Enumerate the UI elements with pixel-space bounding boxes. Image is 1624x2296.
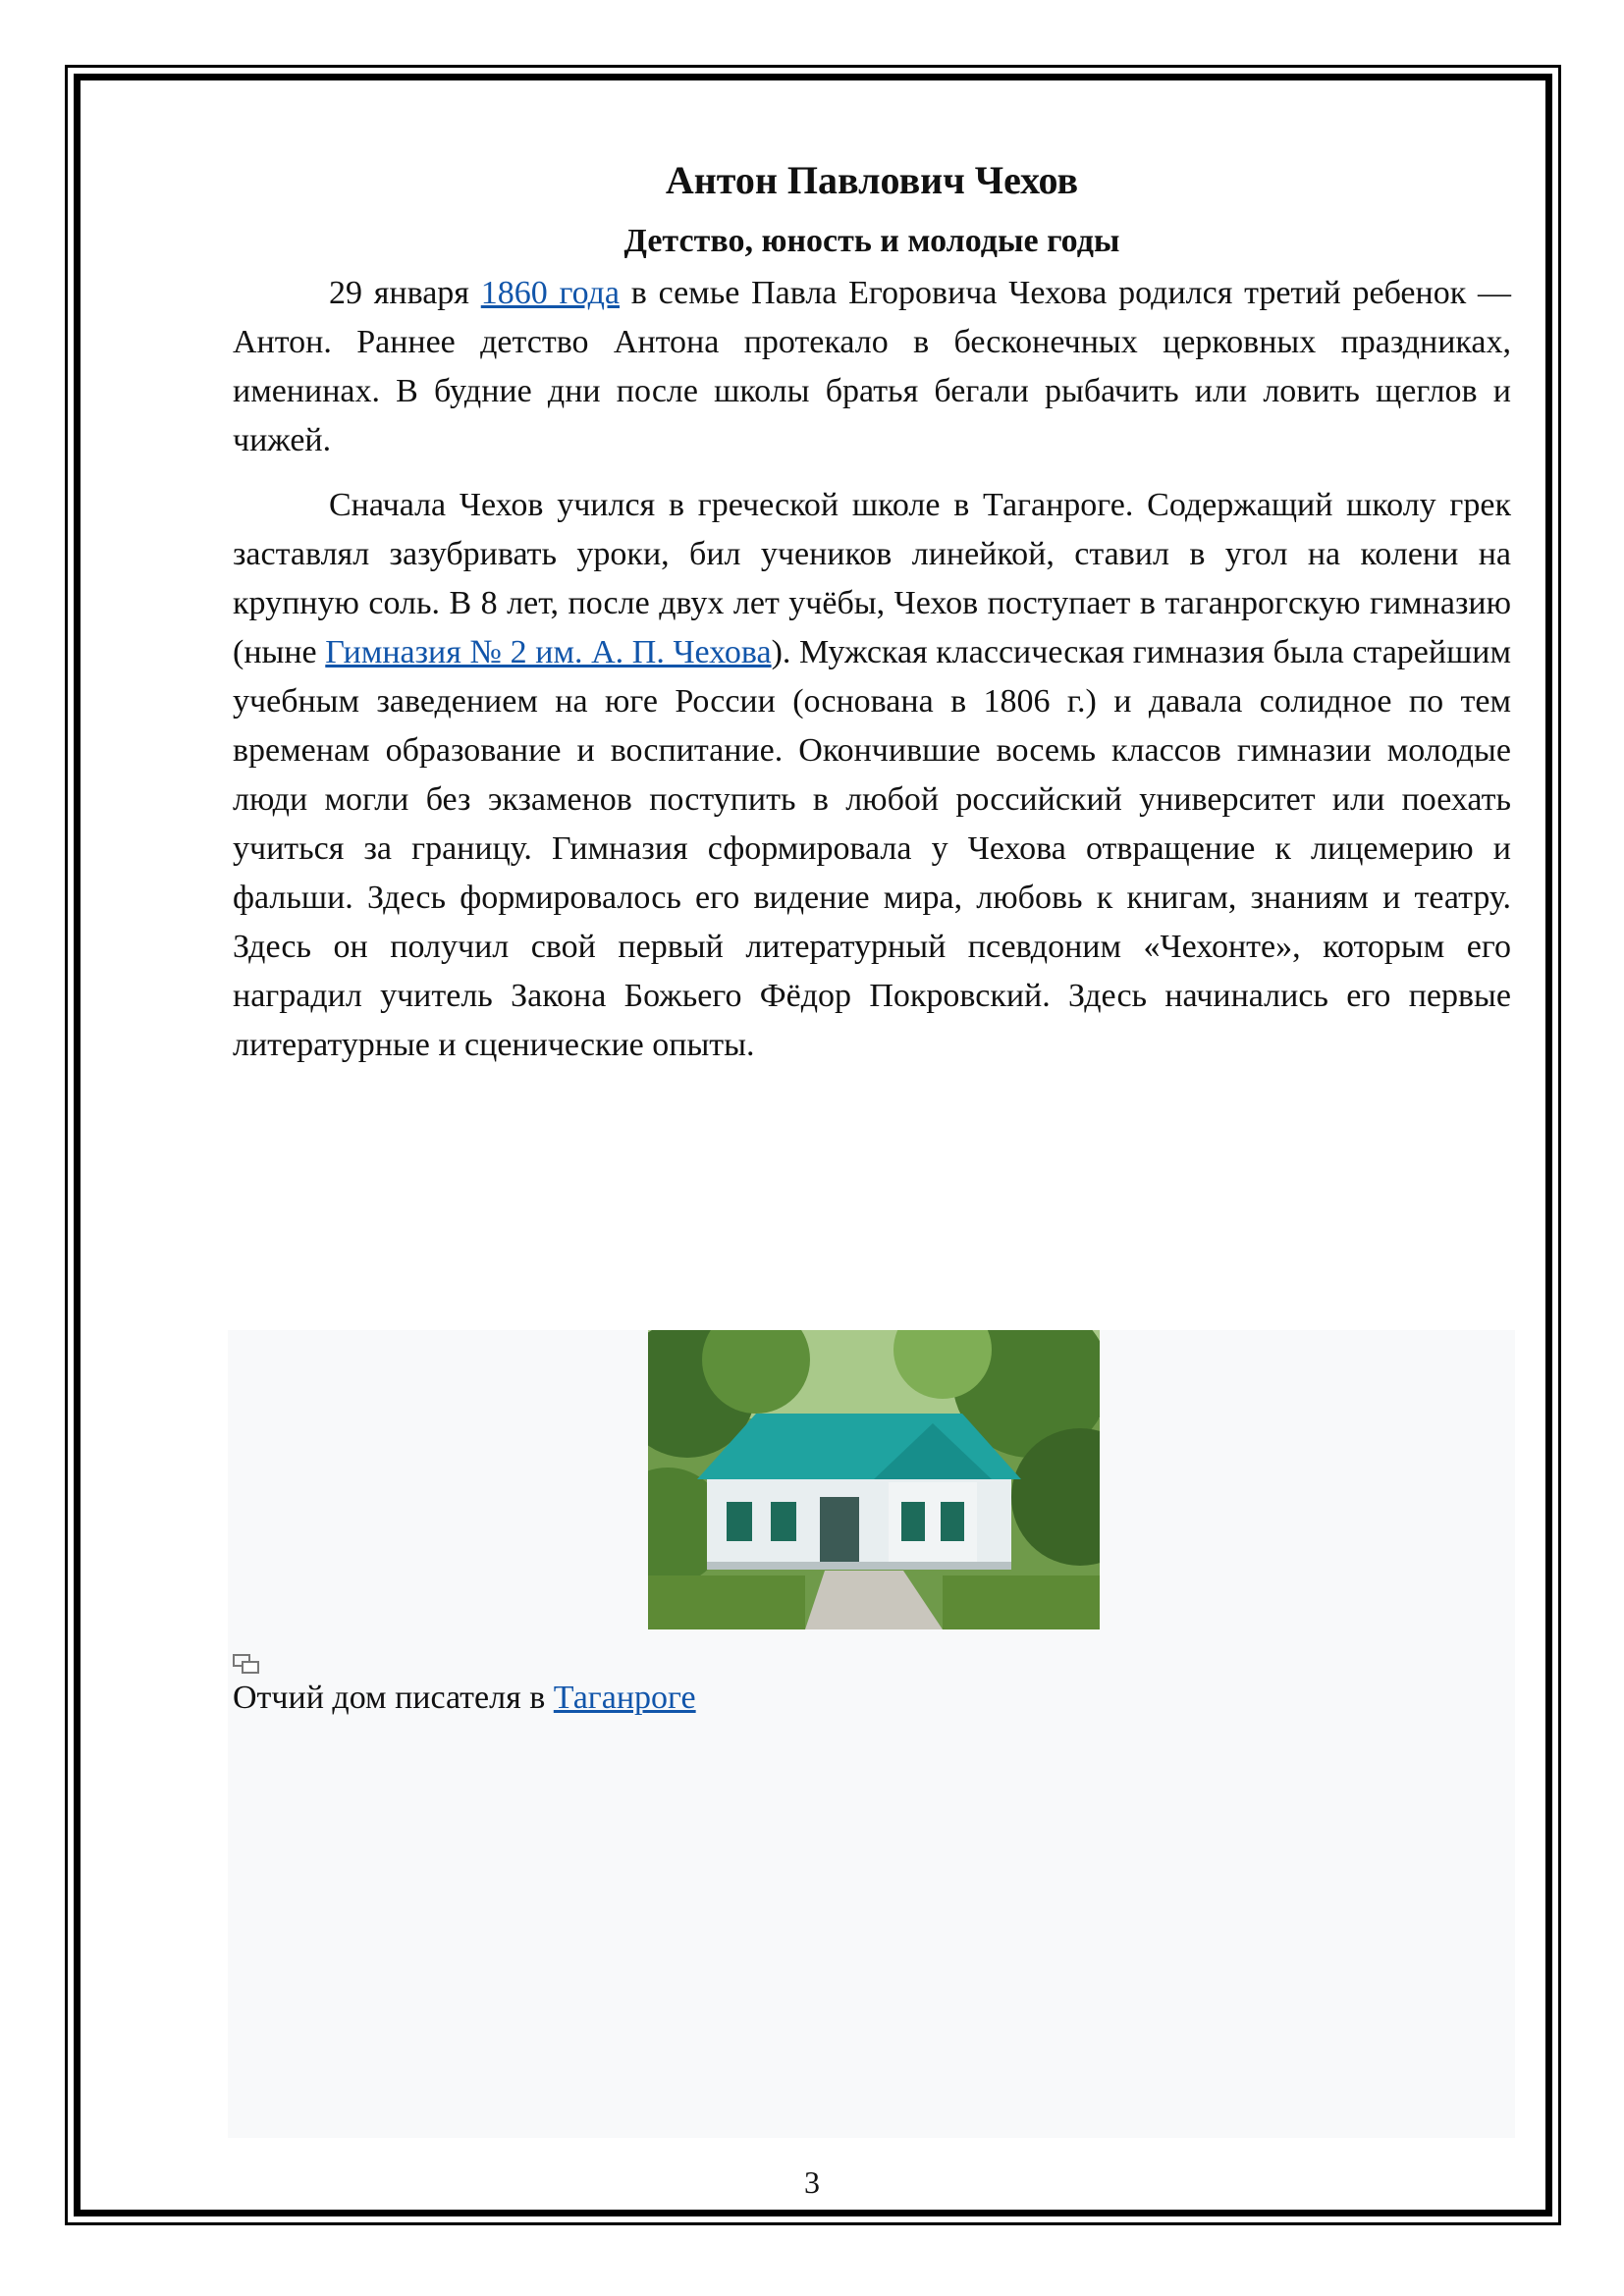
page-number: 3: [804, 2164, 820, 2200]
link-gymnasium[interactable]: Гимназия № 2 им. А. П. Чехова: [325, 634, 772, 670]
figure-caption: [233, 1674, 696, 1723]
enlarge-icon[interactable]: [233, 1654, 260, 1674]
document-body: [233, 147, 1511, 1086]
paragraph-school: [233, 481, 1511, 1070]
document-title: Антон Павлович Чехов: [665, 158, 1079, 202]
caption-text: Отчий дом писателя в: [233, 1680, 554, 1716]
link-1860-year[interactable]: 1860 года: [480, 275, 620, 311]
link-taganrog[interactable]: Таганроге: [553, 1680, 696, 1716]
paragraph-text: 29 января: [329, 275, 481, 311]
paragraph-birth: [233, 269, 1511, 465]
section-heading: Детство, юность и молодые годы: [623, 223, 1120, 259]
paragraph-text: Сначала Чехов учился в греческой школе в Таганроге. Содержащий школу грек заставлял зазубривать уроки, бил учеников линейкой, ставил в угол на колени на крупную соль. В 8 лет, после двух лет учёбы, Чехов поступает в таганрогскую гимназию (ныне: [233, 487, 1511, 670]
house-photo[interactable]: [648, 1330, 1100, 1629]
house-illustration: [648, 1330, 1100, 1629]
paragraph-text: ). Мужская классическая гимназия была старейшим учебным заведением на юге России (основана в 1806 г.) и давала солидное по тем временам образование и воспитание. Окончившие восемь классов гимназии молодые люди могли без экзаменов поступить в любой российский университет или поехать учиться за границу. Гимназия сформировала у Чехова отвращение к лицемерию и фальши. Здесь формировалось его видение мира, любовь к книгам, знаниям и театру. Здесь он получил свой первый литературный псевдоним «Чехонте», которым его наградил учитель Закона Божьего Фёдор Покровский. Здесь начинались его первые литературные и сценические опыты.: [233, 634, 1511, 1063]
figure-panel: [228, 1330, 1515, 2138]
paragraph-text: в семье Павла Егоровича Чехова родился третий ребенок — Антон. Раннее детство Антона протекало в бесконечных церковных праздниках, именинах. В будние дни после школы братья бегали рыбачить или ловить щеглов и чижей.: [233, 275, 1512, 458]
